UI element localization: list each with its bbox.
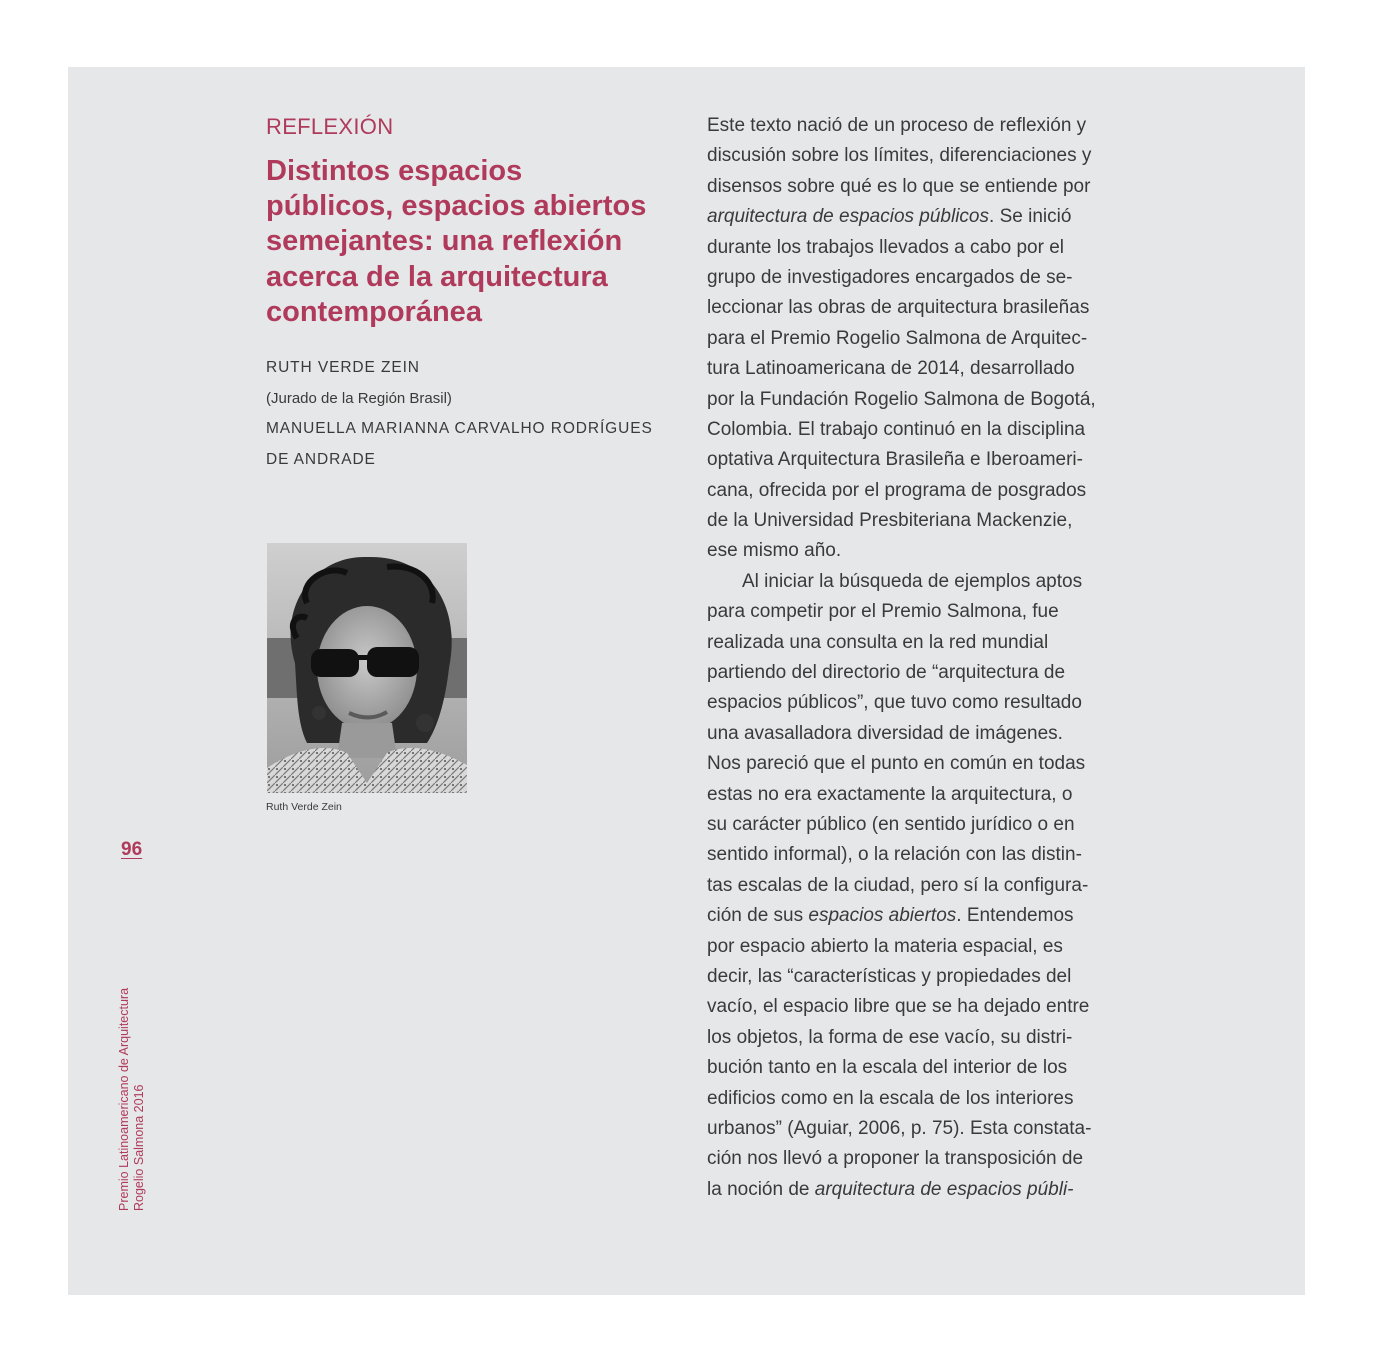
body-line: leccionar las obras de arquitectura brasileñas bbox=[707, 297, 1090, 319]
article-title bbox=[266, 154, 666, 330]
author-block bbox=[266, 353, 686, 475]
body-line: una avasalladora diversidad de imágenes. bbox=[707, 722, 1063, 744]
body-line: cana, ofrecida por el programa de posgrados bbox=[707, 479, 1087, 501]
body-line: vacío, el espacio libre que se ha dejado entre bbox=[707, 996, 1090, 1018]
body-line: Este texto nació de un proceso de reflexión y bbox=[707, 115, 1087, 136]
italic-text: arquitectura de espacios públicos bbox=[707, 206, 990, 228]
body-text-span: . Se inició bbox=[989, 206, 1072, 228]
body-text-span: ción de sus bbox=[707, 905, 809, 927]
body-line: para competir por el Premio Salmona, fue bbox=[707, 601, 1059, 623]
title-line: semejantes: una reflexión bbox=[266, 225, 623, 258]
author-name-continued: DE ANDRADE bbox=[266, 450, 376, 468]
running-footer bbox=[117, 988, 147, 1211]
body-line: grupo de investigadores encargados de se- bbox=[707, 266, 1073, 288]
body-line bbox=[707, 1175, 1132, 1205]
italic-text: arquitectura de espacios públi- bbox=[814, 1178, 1074, 1200]
body-line: Al iniciar la búsqueda de ejemplos aptos bbox=[742, 570, 1083, 592]
body-line: durante los trabajos llevados a cabo por el bbox=[707, 236, 1065, 258]
body-text bbox=[707, 111, 1132, 1205]
body-text-span: . Entendemos bbox=[956, 905, 1074, 927]
body-line: su carácter público (en sentido jurídico o en bbox=[707, 813, 1075, 835]
title-line: acerca de la arquitectura bbox=[266, 260, 608, 293]
body-line bbox=[707, 901, 1132, 931]
footer-line: Premio Latinoamericano de Arquitectura bbox=[117, 987, 131, 1211]
footer-line: Rogelio Salmona 2016 bbox=[132, 1084, 146, 1211]
author-name: MANUELLA MARIANNA CARVALHO RODRÍGUES bbox=[266, 420, 653, 437]
body-line: estas no era exactamente la arquitectura, o bbox=[707, 783, 1073, 805]
body-line: disensos sobre qué es lo que se entiende por bbox=[707, 175, 1091, 197]
body-line: por la Fundación Rogelio Salmona de Bogotá, bbox=[707, 388, 1096, 410]
body-line: espacios públicos”, que tuvo como resultado bbox=[707, 692, 1082, 714]
body-line: Colombia. El trabajo continuó en la disciplina bbox=[707, 418, 1086, 440]
title-line: Distintos espacios bbox=[266, 155, 523, 187]
body-line: tas escalas de la ciudad, pero sí la configura- bbox=[707, 874, 1089, 896]
body-line: realizada una consulta en la red mundial bbox=[707, 631, 1049, 653]
body-line bbox=[707, 202, 1132, 232]
photo-caption: Ruth Verde Zein bbox=[266, 801, 342, 813]
body-line: edificios como en la escala de los interiores bbox=[707, 1087, 1074, 1109]
body-line: ción nos llevó a proponer la transposición de bbox=[707, 1148, 1084, 1170]
body-line: bución tanto en la escala del interior de los bbox=[707, 1057, 1068, 1079]
body-line: optativa Arquitectura Brasileña e Iberoameri- bbox=[707, 449, 1083, 471]
body-line: tura Latinoamericana de 2014, desarrollado bbox=[707, 358, 1075, 380]
section-label: REFLEXIÓN bbox=[266, 114, 394, 139]
body-line: Nos pareció que el punto en común en todas bbox=[707, 753, 1086, 775]
body-line: decir, las “características y propiedades del bbox=[707, 965, 1072, 987]
page-number: 96 bbox=[121, 839, 143, 860]
body-line: urbanos” (Aguiar, 2006, p. 75). Esta constata- bbox=[707, 1117, 1092, 1139]
body-line: los objetos, la forma de ese vacío, su distri- bbox=[707, 1026, 1073, 1048]
body-line: discusión sobre los límites, diferenciaciones y bbox=[707, 145, 1092, 167]
body-line: sentido informal), o la relación con las distin- bbox=[707, 844, 1082, 866]
body-line: ese mismo año. bbox=[707, 540, 842, 562]
body-text-span: la noción de bbox=[707, 1178, 815, 1200]
italic-text: espacios abiertos bbox=[808, 905, 957, 927]
author-role: (Jurado de la Región Brasil) bbox=[266, 389, 452, 407]
author-name: RUTH VERDE ZEIN bbox=[266, 359, 420, 376]
body-line: de la Universidad Presbiteriana Mackenzie, bbox=[707, 510, 1073, 532]
title-line: públicos, espacios abiertos bbox=[266, 190, 647, 223]
author-photo bbox=[267, 543, 467, 793]
body-line: para el Premio Rogelio Salmona de Arquitec- bbox=[707, 327, 1088, 349]
title-line: contemporánea bbox=[266, 295, 482, 328]
body-line: por espacio abierto la materia espacial, es bbox=[707, 935, 1063, 957]
body-line: partiendo del directorio de “arquitectura de bbox=[707, 662, 1066, 684]
